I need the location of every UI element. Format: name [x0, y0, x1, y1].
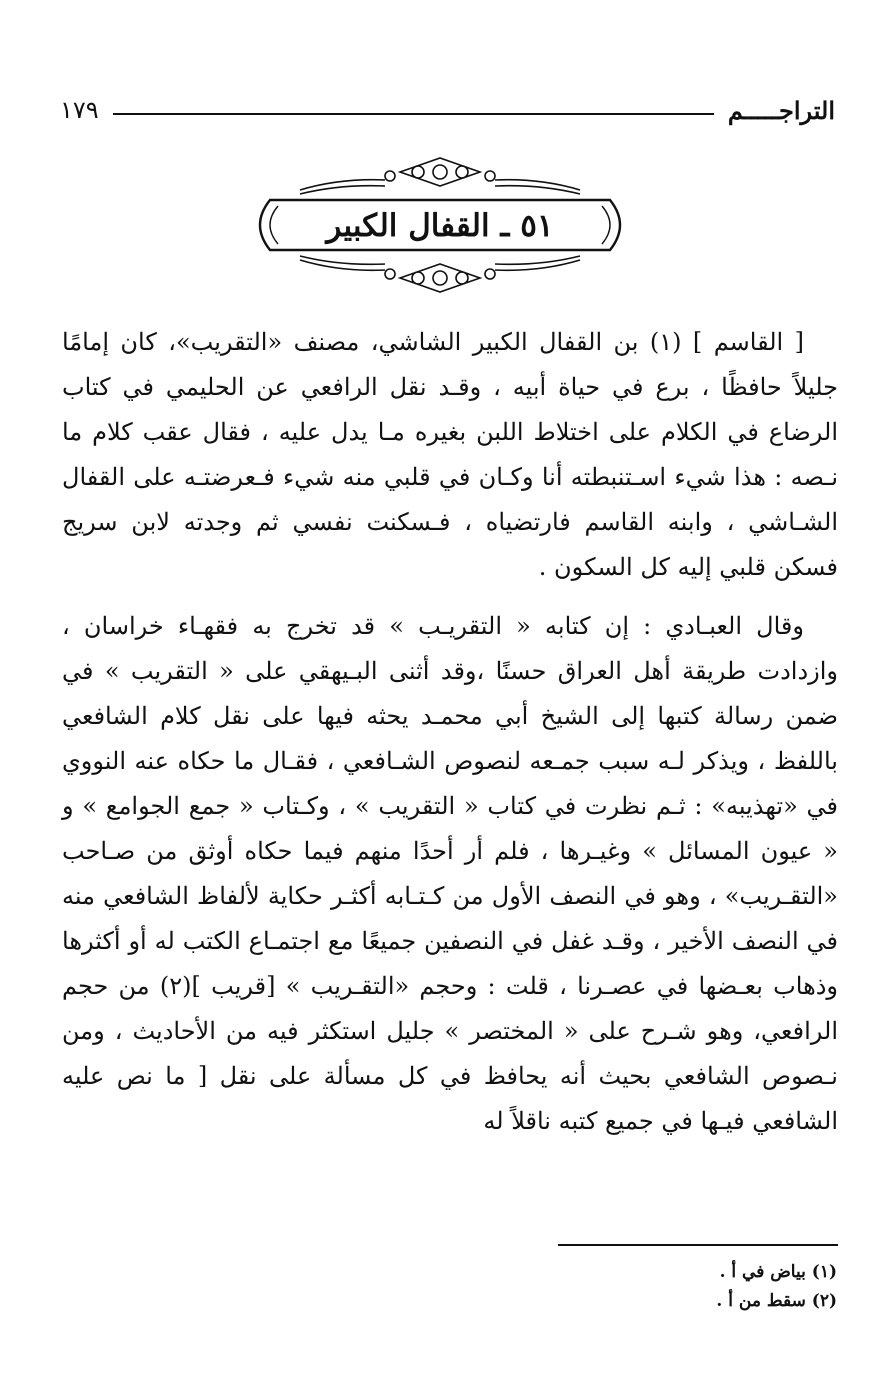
- header-rule: [113, 113, 714, 115]
- page-number: ١٧٩: [60, 96, 99, 124]
- chapter-title-cartouche: [240, 150, 640, 300]
- footnotes: [337, 1258, 837, 1316]
- footnote-2: (٢) سقط من أ .: [716, 1291, 837, 1311]
- paragraph-2: وقال العبـادي : إن كتابه « التقريـب » قد تخرج به فقهـاء خراسان ، وازدادت طريقة أهل العراق حسنًا ،وقد أثنى البـيهقي على « التقريب » في ضمن رسالة كتبها إلى الشيخ أبي محمـد يحثه فيها على نقل كلام الشافعي باللفظ ، ويذكر لـه سبب جمـعه لنصوص الشـافعي ، فقـال ما حكاه عنه النووي في «تهذيبه» : ثـم نظرت في كتاب « التقريب » ، وكـتاب « جمع الجوامع » و « عيون المسائل » وغيـرها ، فلم أر أحدًا منهم فيما حكاه أوثق من صـاحب «التقـريب» ، وهو في النصف الأول من كـتـابه أكثـر حكاية لألفاظ الشافعي منه في النصف الأخير ، وقـد غفل في النصفين جميعًا مع اجتمـاع الكتب له أو أكثرها وذهاب بعـضها في عصـرنا ، قلت : وحجم «التقـريب » [قريب ](٢) من حجم الرافعي، وهو شـرح على « المختصر » جليل استكثر فيه من الأحاديث ، ومن نـصوص الشافعي بحيث أنه يحافظ في كل مسألة على نقل [ ما نص عليه الشافعي فيـها في جميع كتبه ناقلاً له: [62, 612, 839, 1135]
- paragraph-1: [ القاسم ] (١) بن القفال الكبير الشاشي، مصنف «التقريب»، كان إمامًا جليلاً حافظًا ، برع في حياة أبيه ، وقـد نقل الرافعي عن الحليمي في كتاب الرضاع في الكلام على اختلاط اللبن بغيره مـا يدل عليه ، فقال عقب كلام ما نـصه : هذا شيء اسـتنبطته أنا وكـان في قلبي منه شيء فـعرضتـه على القفال الشـاشي ، وابنه القاسم فارتضياه ، فـسكنت نفسي ثم وجدته لابن سريج فسكن قلبي إليه كل السكون .: [62, 328, 838, 581]
- chapter-title: ٥١ ـ القفال الكبير: [326, 208, 554, 244]
- running-header: [60, 90, 835, 130]
- body-text: [62, 320, 838, 1144]
- footnote-1: (١) بياض في أ .: [719, 1262, 837, 1282]
- footnote-separator: [558, 1244, 838, 1246]
- running-title: التراجـــــم: [727, 95, 835, 125]
